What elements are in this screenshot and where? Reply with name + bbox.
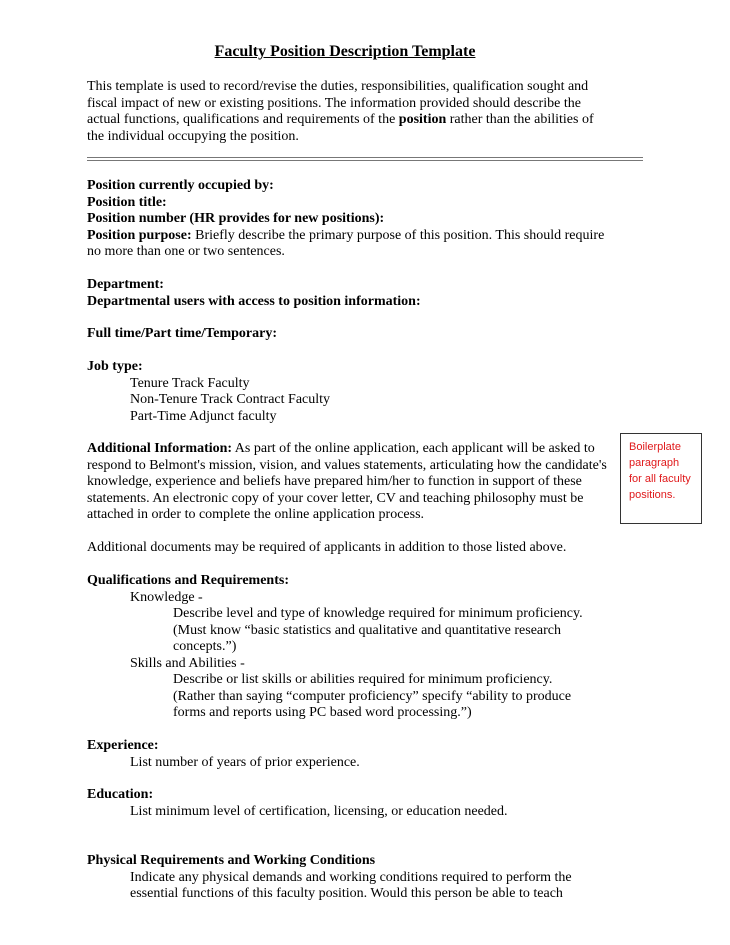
field-full-time: Full time/Part time/Temporary: [87,326,277,341]
physical-text: Indicate any physical demands and working conditions required to perform the essential functions of this faculty position. Would this person be able to teach [130,869,572,901]
divider-line-top [87,157,643,158]
additional-info-text: As part of the online application, each applicant will be asked to respond to Belmont's mission, vision, and values statements, articulating how the candidate's knowledge, experience and beliefs have prepared him/her to function in support of these statements. An electronic copy of your cover letter, CV and teaching philosophy must be attached in order to complete the online application process. [87,441,607,522]
department-fields [87,277,607,310]
purpose-label: Position purpose: [87,227,192,243]
field-position-number: Position number (HR provides for new positions): [87,211,385,226]
job-type-section [87,359,607,425]
document-title: Faculty Position Description Template [214,43,476,60]
field-department: Department: [87,277,164,292]
field-position-purpose [87,228,607,261]
divider-line-bottom [87,160,643,161]
qualifications-section [87,573,607,722]
additional-docs-text: Additional documents may be required of applicants in addition to those listed above. [87,540,567,555]
purpose-text: Briefly describe the primary purpose of this position. This should require no more than one or two sentences. [87,227,605,259]
education-text: List minimum level of certification, licensing, or education needed. [130,803,508,819]
experience-section [87,738,607,771]
skills-example: (Rather than saying “computer proficiency” specify “ability to produce forms and reports using PC based word processing.”) [173,688,572,720]
intro-paragraph [87,79,607,145]
intro-text-2: rather than the abilities of the individual occupying the position. [87,112,594,144]
knowledge-description: Describe level and type of knowledge required for minimum proficiency. [173,606,583,621]
intro-text-1: This template is used to record/revise the duties, responsibilities, qualification sought and fiscal impact of new or existing positions. The information provided should describe the actual functions, qualifications and requirements of the [87,79,589,127]
physical-label: Physical Requirements and Working Conditions [87,853,376,868]
experience-label: Experience: [87,738,159,753]
field-position-title: Position title: [87,194,167,210]
additional-info-section [87,441,607,524]
skills-label: Skills and Abilities - [130,655,245,671]
qualifications-label: Qualifications and Requirements: [87,573,289,588]
experience-text: List number of years of prior experience. [130,754,360,770]
job-type-item: Part-Time Adjunct faculty [130,408,277,424]
job-type-label: Job type: [87,359,143,374]
position-fields [87,178,607,261]
field-dept-users: Departmental users with access to position information: [87,293,421,309]
employment-status [87,326,607,343]
job-type-item: Tenure Track Faculty [130,375,250,391]
knowledge-example: (Must know “basic statistics and qualitative and quantitative research concepts.”) [173,622,561,654]
job-type-item: Non-Tenure Track Contract Faculty [130,392,331,407]
intro-bold-word: position [398,112,447,127]
additional-info-label: Additional Information: [87,441,233,456]
physical-requirements-section [87,853,607,903]
boilerplate-callout: Boilerplate paragraph for all faculty positions. [620,433,702,524]
education-label: Education: [87,787,154,802]
knowledge-label: Knowledge - [130,589,203,605]
field-occupied-by: Position currently occupied by: [87,178,274,193]
education-section [87,787,607,820]
skills-description: Describe or list skills or abilities required for minimum proficiency. [173,672,553,687]
additional-docs-note [87,540,607,557]
